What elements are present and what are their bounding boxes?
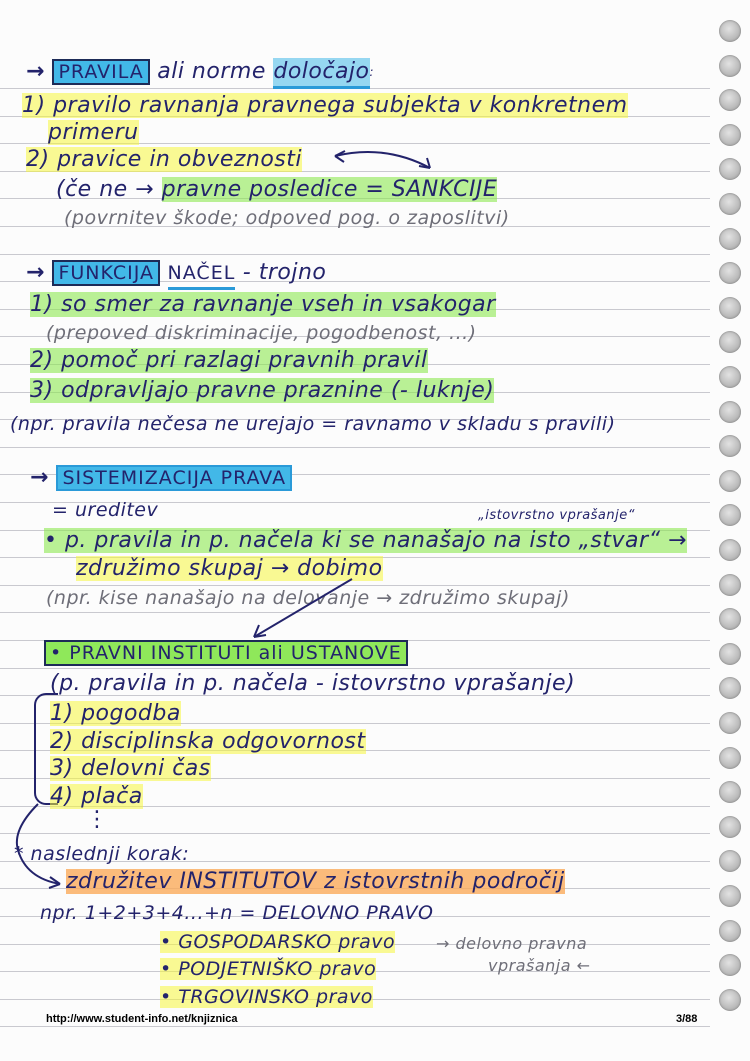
section1-heading-tail: določajo bbox=[273, 58, 369, 89]
binder-hole bbox=[719, 539, 741, 561]
law-list-item-3: • TRGOVINSKO pravo bbox=[160, 986, 373, 1008]
section3-heading-line bbox=[30, 464, 292, 492]
section2-heading-rest: NAČEL bbox=[168, 259, 236, 290]
curved-double-arrow-icon bbox=[330, 146, 440, 176]
diagonal-arrow-icon bbox=[240, 575, 360, 645]
binder-hole bbox=[719, 747, 741, 769]
binder-hole bbox=[719, 781, 741, 803]
ruled-line bbox=[0, 668, 710, 669]
next-step-label: * naslednji korak: bbox=[14, 843, 190, 865]
section4-heading-line bbox=[44, 639, 408, 667]
binder-hole bbox=[719, 193, 741, 215]
institute-item-4: 4) plača bbox=[50, 784, 143, 809]
section3-sub3: združimo skupaj → dobimo bbox=[76, 556, 383, 581]
section1-item2: 2) pravice in obveznosti bbox=[26, 147, 302, 172]
vertical-ellipsis-icon: ⋮ bbox=[86, 807, 109, 832]
binder-hole bbox=[719, 850, 741, 872]
arrow-right-icon: → bbox=[30, 465, 49, 490]
section2-item2: 2) pomoč pri razlagi pravnih pravil bbox=[30, 348, 428, 373]
section2-item3: 3) odpravljajo pravne praznine (- luknje) bbox=[30, 378, 495, 403]
section1-item1b: primeru bbox=[48, 120, 139, 145]
section1-heading: PRAVILA bbox=[52, 59, 149, 85]
section1-item1a: 1) pravilo ravnanja pravnega subjekta v konkretnem bbox=[22, 93, 628, 118]
side-note-b: vprašanja ← bbox=[488, 956, 591, 975]
side-note-a: → delovno pravna bbox=[436, 934, 588, 953]
section1-heading-rest: ali norme bbox=[157, 59, 266, 84]
section1-note-a: (če ne → pravne posledice = SANKCIJE bbox=[56, 177, 498, 202]
binder-hole bbox=[719, 158, 741, 180]
binder-hole bbox=[719, 55, 741, 77]
arrow-right-icon: → bbox=[26, 59, 45, 84]
section3-quote-label: „istovrstno vprašanje“ bbox=[478, 508, 635, 523]
binder-hole bbox=[719, 677, 741, 699]
example-line: npr. 1+2+3+4...+n = DELOVNO PRAVO bbox=[40, 902, 434, 924]
footer-url-link[interactable]: http://www.student-info.net/knjiznica bbox=[46, 1013, 238, 1025]
binder-hole bbox=[719, 504, 741, 526]
binder-hole bbox=[719, 20, 741, 42]
binder-hole bbox=[719, 124, 741, 146]
binder-hole bbox=[719, 401, 741, 423]
section2-heading-line bbox=[26, 259, 326, 290]
section3-sub2: • p. pravila in p. načela ki se nanašajo na isto „stvar“ → bbox=[44, 528, 687, 553]
section2-item1: 1) so smer za ravnanje vseh in vsakogar bbox=[30, 292, 496, 317]
section1-note-b: (povrnitev škode; odpoved pog. o zaposlitvi) bbox=[64, 207, 510, 229]
section2-heading: FUNKCIJA bbox=[52, 260, 160, 286]
ruled-line bbox=[0, 1026, 710, 1027]
binder-hole bbox=[719, 574, 741, 596]
binder-hole bbox=[719, 262, 741, 284]
sanctions-highlight: pravne posledice = SANKCIJE bbox=[161, 177, 498, 202]
section1-heading-line: → PRAVILA ali norme določajo: bbox=[26, 58, 374, 89]
ruled-line bbox=[0, 447, 710, 448]
ruled-line bbox=[0, 254, 710, 255]
binder-hole bbox=[719, 228, 741, 250]
law-list-item-2: • PODJETNIŠKO pravo bbox=[160, 958, 377, 980]
binder-hole bbox=[719, 470, 741, 492]
section4-note: (p. pravila in p. načela - istovrstno vprašanje) bbox=[50, 671, 576, 696]
page-number: 3/88 bbox=[676, 1013, 698, 1025]
binder-hole bbox=[719, 954, 741, 976]
binder-hole bbox=[719, 89, 741, 111]
institute-item-1: 1) pogodba bbox=[50, 701, 181, 726]
section3-sub4: (npr. kise nanašajo na delovanje → združimo skupaj) bbox=[46, 587, 570, 609]
binder-hole bbox=[719, 643, 741, 665]
arrow-right-icon: → bbox=[26, 260, 45, 285]
binder-hole bbox=[719, 816, 741, 838]
law-list-item-1: • GOSPODARSKO pravo bbox=[160, 931, 396, 953]
merge-institutes: združitev INSTITUTOV z istovrstnih področij bbox=[66, 869, 565, 894]
binder-hole bbox=[719, 712, 741, 734]
section2-note: (npr. pravila nečesa ne urejajo = ravnamo v skladu s pravili) bbox=[10, 413, 616, 435]
binder-hole bbox=[719, 331, 741, 353]
binder-hole bbox=[719, 920, 741, 942]
binder-hole bbox=[719, 608, 741, 630]
section2-heading-tail: - trojno bbox=[242, 260, 327, 285]
binder-hole bbox=[719, 297, 741, 319]
institute-item-2: 2) disciplinska odgovornost bbox=[50, 729, 366, 754]
section2-item1-note: (prepoved diskriminacije, pogodbenost, ...) bbox=[46, 322, 477, 344]
section3-sub1: = ureditev bbox=[52, 499, 159, 521]
binder-hole bbox=[719, 989, 741, 1011]
section4-heading: • PRAVNI INSTITUTI ali USTANOVE bbox=[44, 640, 408, 666]
binder-hole bbox=[719, 885, 741, 907]
binder-hole bbox=[719, 366, 741, 388]
section3-heading: SISTEMIZACIJA PRAVA bbox=[56, 465, 292, 491]
institute-item-3: 3) delovni čas bbox=[50, 756, 211, 781]
binder-hole bbox=[719, 435, 741, 457]
